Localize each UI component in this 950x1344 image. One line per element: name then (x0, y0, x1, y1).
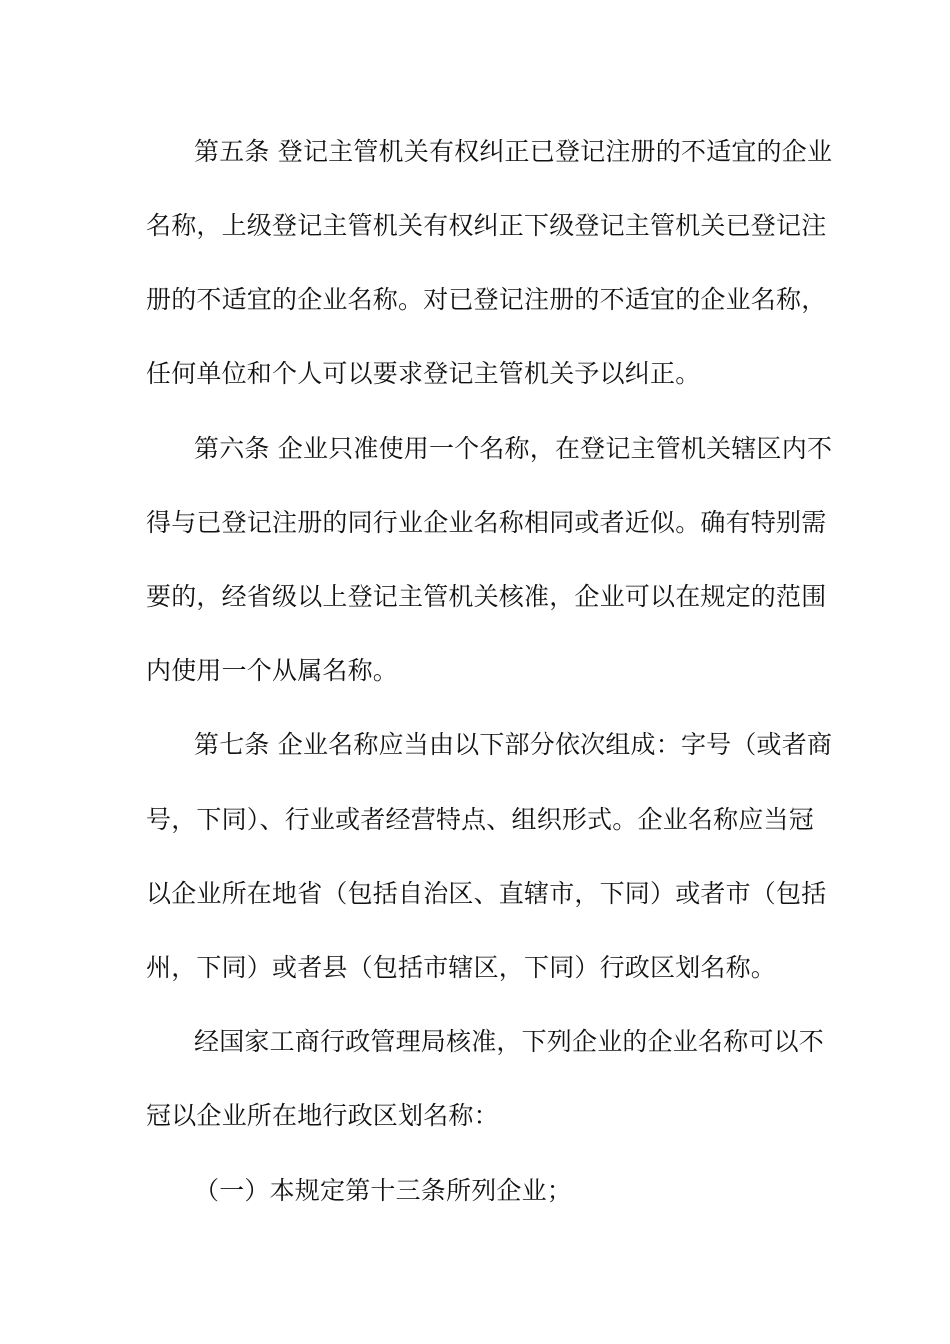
article-6-line-1: 第六条 企业只准使用一个名称，在登记主管机关辖区内不 (194, 434, 833, 463)
approval-paragraph-line-1: 经国家工商行政管理局核准，下列企业的企业名称可以不 (194, 1027, 825, 1056)
approval-paragraph-line-2: 冠以企业所在地行政区划名称： (146, 1101, 499, 1130)
article-5-line-1: 第五条 登记主管机关有权纠正已登记注册的不适宜的企业 (194, 137, 833, 166)
article-6-line-4: 内使用一个从属名称。 (146, 656, 399, 685)
article-7-line-3: 以企业所在地省（包括自治区、直辖市，下同）或者市（包括 (146, 879, 827, 908)
article-5-line-3: 册的不适宜的企业名称。对已登记注册的不适宜的企业名称， (146, 285, 827, 314)
list-item-1: （一）本规定第十三条所列企业； (194, 1176, 573, 1205)
article-6-line-2: 得与已登记注册的同行业企业名称相同或者近似。确有特别需 (146, 508, 827, 537)
article-7-line-4: 州，下同）或者县（包括市辖区，下同）行政区划名称。 (146, 953, 777, 982)
article-7-line-1: 第七条 企业名称应当由以下部分依次组成：字号（或者商 (194, 730, 833, 759)
article-5-line-2: 名称，上级登记主管机关有权纠正下级登记主管机关已登记注 (146, 211, 827, 240)
article-6-line-3: 要的，经省级以上登记主管机关核准，企业可以在规定的范围 (146, 582, 827, 611)
article-7-line-2: 号，下同）、行业或者经营特点、组织形式。企业名称应当冠 (146, 805, 814, 834)
article-5-line-4: 任何单位和个人可以要求登记主管机关予以纠正。 (146, 359, 701, 388)
